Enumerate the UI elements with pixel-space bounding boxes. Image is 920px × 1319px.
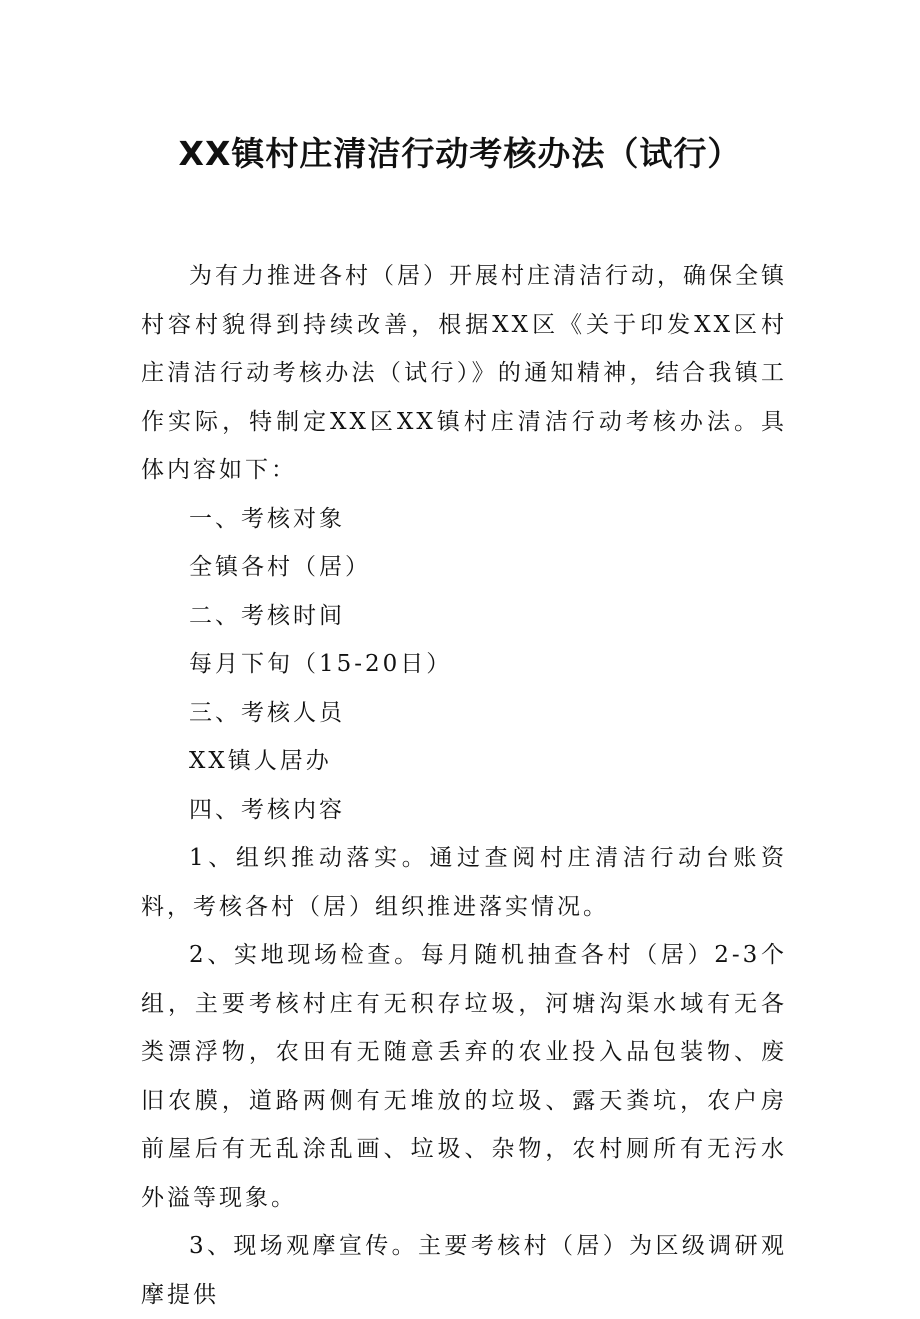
document-title: XX镇村庄清洁行动考核办法（试行）: [178, 134, 742, 173]
intro-paragraph: 为有力推进各村（居）开展村庄清洁行动，确保全镇村容村貌得到持续改善，根据XX区《关于印发XX区村庄清洁行动考核办法（试行）》的通知精神，结合我镇工作实际，特制定XX区XX镇村庄清洁行动考核办法。具体内容如下：: [141, 263, 787, 483]
document-body: [141, 252, 787, 1319]
section-heading-assessment-content: 四、考核内容: [189, 796, 345, 823]
section-heading-assessment-target: 一、考核对象: [189, 505, 345, 532]
content-item-1: 1、组织推动落实。通过查阅村庄清洁行动台账资料，考核各村（居）组织推进落实情况。: [141, 845, 787, 920]
assessment-time-text: 每月下旬（15-20日）: [189, 651, 453, 677]
content-item-2: 2、实地现场检查。每月随机抽查各村（居）2-3个组，主要考核村庄有无积存垃圾，河塘沟渠水域有无各类漂浮物，农田有无随意丢弃的农业投入品包装物、废旧农膜，道路两侧有无堆放的垃圾、露天粪坑，农户房前屋后有无乱涂乱画、垃圾、杂物，农村厕所有无污水外溢等现象。: [141, 942, 787, 1211]
section-heading-assessment-staff: 三、考核人员: [189, 699, 345, 726]
section-heading-assessment-time: 二、考核时间: [189, 602, 345, 629]
assessment-staff-text: XX镇人居办: [189, 748, 332, 774]
assessment-target-text: 全镇各村（居）: [189, 554, 371, 580]
content-item-3: 3、现场观摩宣传。主要考核村（居）为区级调研观摩提供: [141, 1233, 787, 1308]
